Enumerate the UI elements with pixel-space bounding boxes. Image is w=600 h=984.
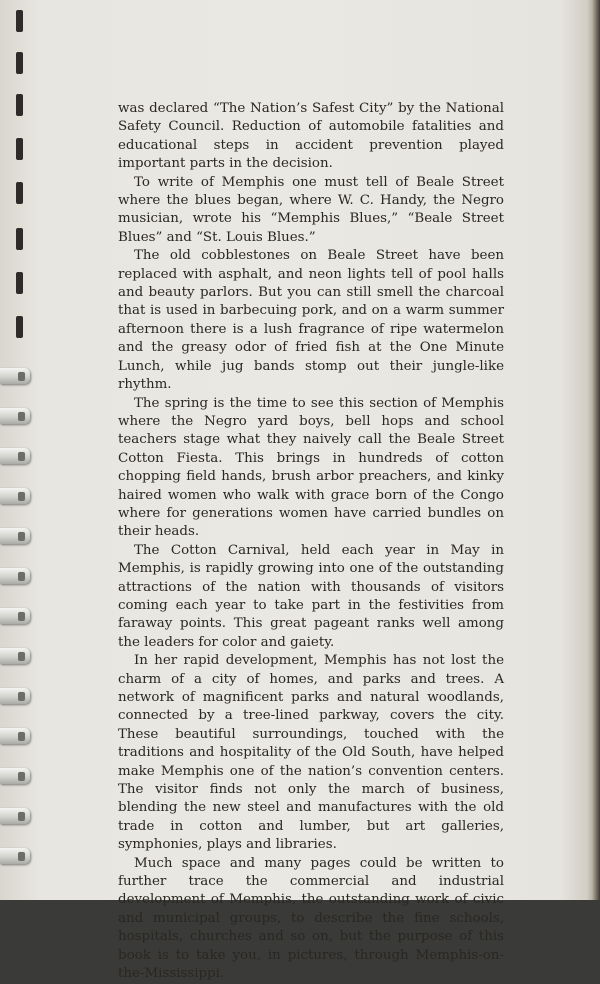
binding-coil bbox=[0, 368, 30, 384]
paragraph: To write of Memphis one must tell of Beale Street where the blues began, where W. C. Handy, the Negro musician, wrote his “Memphis Blues,” “Beale Street Blues” and “St. Louis Blues.” bbox=[118, 174, 504, 245]
binding-coil bbox=[0, 728, 30, 744]
binding-coil bbox=[0, 688, 30, 704]
binding-coil bbox=[0, 488, 30, 504]
paragraph: In her rapid development, Memphis has not lost the charm of a city of homes, and parks and trees. A network of magnificent parks and natural woodlands, connected by a tree-lined parkway, covers the city. These beautiful surroundings, touched with the traditions and hospitality of the Old South, have helped make Memphis one of the nation’s convention centers. The visitor finds not only the march of business, blending the new steel and manufactures with the old trade in cotton and lumber, but art galleries, symphonies, plays and libraries. bbox=[118, 653, 504, 853]
binding-coil bbox=[0, 648, 30, 664]
paragraph: Much space and many pages could be written to further trace the commercial and industrial development of Memphis, the outstanding work of civic and municipal groups, to describe the fine schools, hospitals, churches and so on, but the purpose of this book is to take you, in pictures, through Memphis-on-the-Mississippi. bbox=[118, 855, 504, 982]
binding-coil bbox=[0, 848, 30, 864]
binding-coil bbox=[0, 448, 30, 464]
page-edge bbox=[586, 0, 600, 900]
binding-coil bbox=[0, 408, 30, 424]
binding-coil bbox=[0, 568, 30, 584]
binding-hole bbox=[16, 182, 23, 204]
binding-coil bbox=[0, 528, 30, 544]
binding-hole bbox=[16, 228, 23, 250]
spiral-binding bbox=[0, 0, 36, 900]
binding-hole bbox=[16, 316, 23, 338]
body-text bbox=[118, 100, 504, 984]
binding-hole bbox=[16, 272, 23, 294]
paragraph: The old cobblestones on Beale Street have been replaced with asphalt, and neon lights tell of pool halls and beauty parlors. But you can still smell the charcoal that is used in barbecuing pork, and on a warm summer afternoon there is a lush fragrance of ripe watermelon and the greasy odor of fried fish at the One Minute Lunch, while jug bands stomp out their jungle-like rhythm. bbox=[118, 248, 504, 393]
binding-hole bbox=[16, 94, 23, 116]
paragraph: The Cotton Carnival, held each year in May in Memphis, is rapidly growing into one of the outstanding attractions of the nation with thousands of visitors coming each year to take part in the festivities from faraway points. This great pageant ranks well among the leaders for color and gaiety. bbox=[118, 542, 504, 650]
binding-coil bbox=[0, 768, 30, 784]
binding-coil bbox=[0, 808, 30, 824]
paragraph: was declared “The Nation’s Safest City” by the National Safety Council. Reduction of automobile fatalities and educational steps in accident prevention played important parts in the decision. bbox=[118, 101, 504, 172]
binding-coil bbox=[0, 608, 30, 624]
binding-hole bbox=[16, 138, 23, 160]
paragraph: The spring is the time to see this section of Memphis where the Negro yard boys, bell hops and school teachers stage what they naively call the Beale Street Cotton Fiesta. This brings in hundreds of cotton chopping field hands, brush arbor preachers, and kinky haired women who walk with grace born of the Congo where for generations women have carried bundles on their heads. bbox=[118, 395, 504, 540]
binding-hole bbox=[16, 52, 23, 74]
binding-hole bbox=[16, 10, 23, 32]
